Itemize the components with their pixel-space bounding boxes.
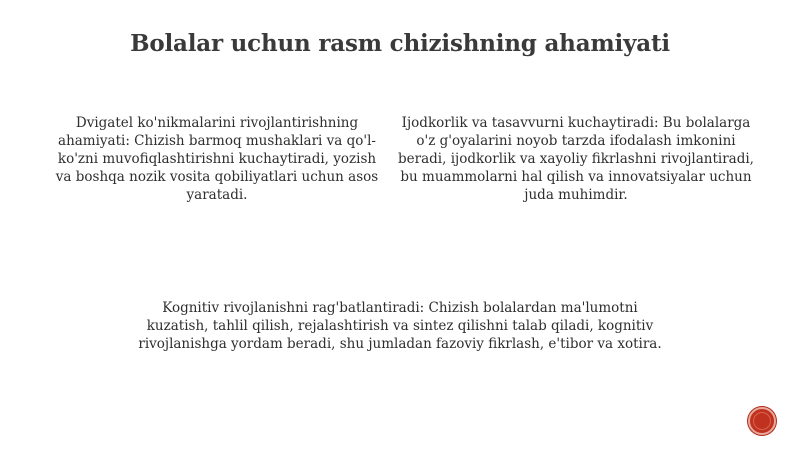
text-block-creativity: Ijodkorlik va tasavvurni kuchaytiradi: Bu bolalarga o'z g'oyalarini noyob tarzda ifodalash imkonini beradi, ijodkorlik va xayoliy fikrlashni rivojlantiradi, bu muammolarni hal qilish va innovatsiyalar uchun juda muhimdir. [398,115,754,203]
text-block-cognitive: Kognitiv rivojlanishni rag'batlantiradi: Chizish bolalardan ma'lumotni kuzatish, tahlil qilish, rejalashtirish va sintez qilishni talab qiladi, kognitiv rivojlanishga yordam beradi, shu jumladan fazoviy fikrlash, e'tibor va xotira. [138,300,662,352]
text-block-motor-skills: Dvigatel ko'nikmalarini rivojlantirishning ahamiyati: Chizish barmoq mushaklari va qo'l-ko'zni muvofiqlashtirishni kuchaytiradi, yozish va boshqa nozik vosita qobiliyatlari uchun asos yaratadi. [55,115,379,203]
slide-nav-button[interactable] [748,407,776,435]
circle-nav-icon [753,412,771,430]
slide-title: Bolalar uchun rasm chizishning ahamiyati [130,30,670,57]
